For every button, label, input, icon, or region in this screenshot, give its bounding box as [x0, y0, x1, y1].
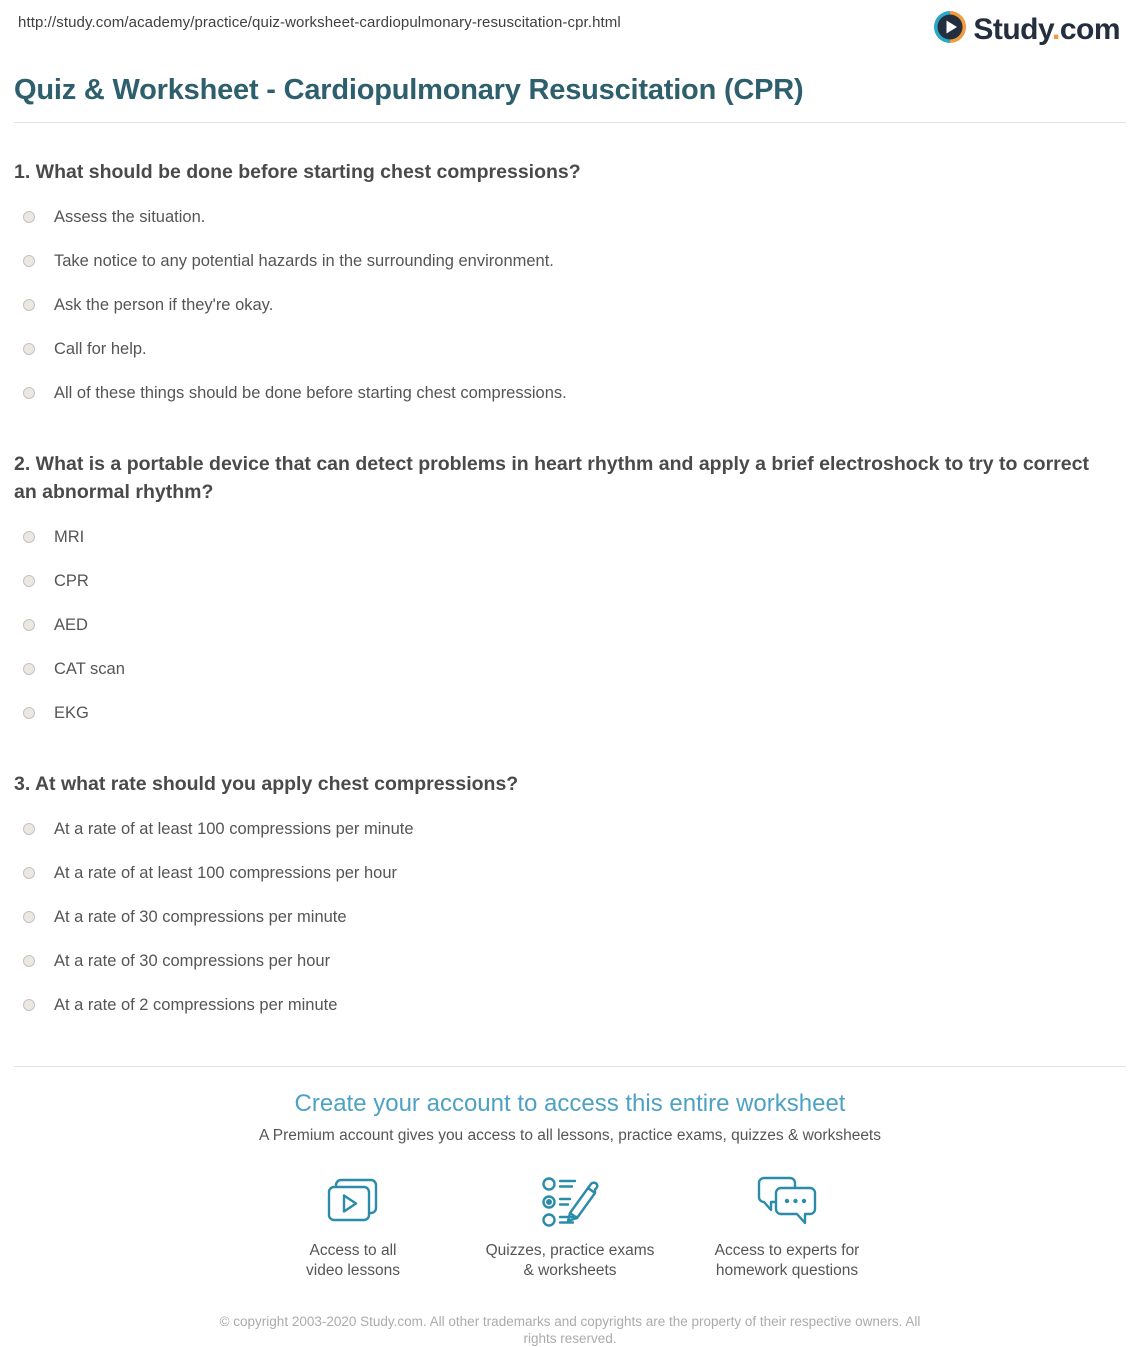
question-2-option-3[interactable] — [14, 603, 1126, 647]
question-2-option-5[interactable] — [14, 691, 1126, 735]
question-2-option-1[interactable] — [14, 515, 1126, 559]
question-3-option-3[interactable] — [14, 895, 1126, 939]
radio-button[interactable] — [23, 663, 35, 675]
option-label: At a rate of 30 compressions per minute — [54, 907, 347, 926]
option-label: At a rate of at least 100 compressions per hour — [54, 863, 398, 882]
benefit-quizzes-worksheets — [462, 1173, 679, 1281]
option-label: Take notice to any potential hazards in the surrounding environment. — [54, 251, 554, 270]
radio-button[interactable] — [23, 707, 35, 719]
studycom-logo[interactable] — [933, 10, 1120, 49]
option-label: CAT scan — [54, 659, 125, 678]
studycom-logo-icon — [933, 10, 967, 49]
title-divider — [14, 122, 1126, 123]
option-label: At a rate of 30 compressions per hour — [54, 951, 331, 970]
cta-subtitle: A Premium account gives you access to all lessons, practice exams, quizzes & worksheets — [259, 1127, 881, 1144]
benefits-row — [0, 1173, 1140, 1281]
benefit-label: Quizzes, practice exams & worksheets — [485, 1242, 655, 1279]
question-3-text: 3. At what rate should you apply chest compressions? — [14, 773, 519, 795]
question-2-text: 2. What is a portable device that can detect problems in heart rhythm and apply a brief electroshock to try to correct an abnormal rhythm? — [14, 453, 1089, 503]
chat-experts-icon — [756, 1173, 818, 1231]
benefit-label: Access to all video lessons — [306, 1242, 400, 1279]
question-1-option-4[interactable] — [14, 327, 1126, 371]
cta-title: Create your account to access this entire worksheet — [294, 1090, 846, 1117]
radio-button[interactable] — [23, 255, 35, 267]
question-3-option-5[interactable] — [14, 983, 1126, 1027]
option-label: Call for help. — [54, 339, 147, 358]
question-1-option-5[interactable] — [14, 371, 1126, 415]
option-label: EKG — [54, 703, 89, 722]
benefit-video-lessons — [245, 1173, 462, 1281]
option-label: AED — [54, 615, 88, 634]
option-label: CPR — [54, 571, 89, 590]
option-label: At a rate of 2 compressions per minute — [54, 995, 338, 1014]
option-label: All of these things should be done before starting chest compressions. — [54, 383, 567, 402]
radio-button[interactable] — [23, 823, 35, 835]
radio-button[interactable] — [23, 999, 35, 1011]
question-2-option-4[interactable] — [14, 647, 1126, 691]
radio-button[interactable] — [23, 955, 35, 967]
radio-button[interactable] — [23, 575, 35, 587]
question-1-option-3[interactable] — [14, 283, 1126, 327]
radio-button[interactable] — [23, 211, 35, 223]
benefit-homework-experts — [679, 1173, 896, 1281]
option-label: MRI — [54, 527, 85, 546]
option-label: At a rate of at least 100 compressions per minute — [54, 819, 414, 838]
radio-button[interactable] — [23, 387, 35, 399]
question-3 — [14, 770, 1126, 1027]
studycom-logo-text: Study.com — [973, 12, 1120, 46]
page-header — [0, 0, 1140, 58]
radio-button[interactable] — [23, 619, 35, 631]
question-1-option-1[interactable] — [14, 195, 1126, 239]
question-1-text: 1. What should be done before starting chest compressions? — [14, 161, 581, 183]
quiz-body — [14, 158, 1126, 1027]
radio-button[interactable] — [23, 343, 35, 355]
radio-button[interactable] — [23, 531, 35, 543]
question-3-option-2[interactable] — [14, 851, 1126, 895]
benefit-label: Access to experts for homework questions — [714, 1242, 860, 1279]
option-label: Ask the person if they're okay. — [54, 295, 274, 314]
radio-button[interactable] — [23, 867, 35, 879]
video-lessons-icon — [325, 1173, 381, 1231]
page-title: Quiz & Worksheet - Cardiopulmonary Resuscitation (CPR) — [14, 74, 804, 106]
question-2-option-2[interactable] — [14, 559, 1126, 603]
question-3-option-1[interactable] — [14, 807, 1126, 851]
question-1-option-2[interactable] — [14, 239, 1126, 283]
cta-section — [0, 1090, 1140, 1281]
radio-button[interactable] — [23, 299, 35, 311]
quizzes-worksheets-icon — [540, 1173, 600, 1231]
question-1 — [14, 158, 1126, 415]
question-2 — [14, 450, 1126, 735]
cta-divider — [14, 1066, 1126, 1067]
page-url: http://study.com/academy/practice/quiz-worksheet-cardiopulmonary-resuscitation-cpr.html — [18, 14, 621, 31]
option-label: Assess the situation. — [54, 207, 206, 226]
radio-button[interactable] — [23, 911, 35, 923]
question-3-option-4[interactable] — [14, 939, 1126, 983]
copyright-text: © copyright 2003-2020 Study.com. All other trademarks and copyrights are the property of their respective owners. All rights reserved. — [219, 1314, 921, 1346]
